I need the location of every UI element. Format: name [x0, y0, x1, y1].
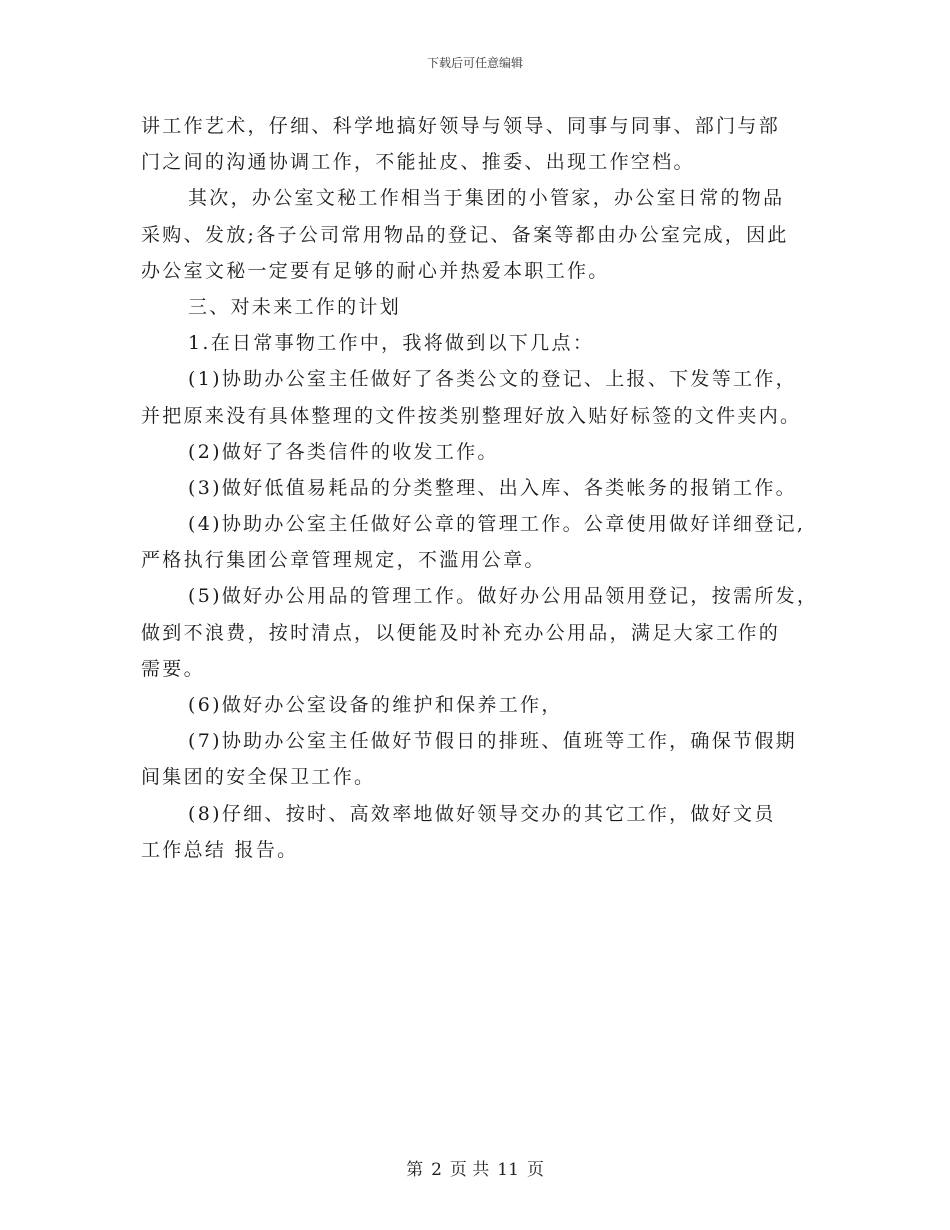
total-page-count: 11 — [497, 1160, 519, 1180]
list-item: (8)仔细、按时、高效率地做好领导交办的其它工作，做好文员 — [188, 802, 776, 825]
text-line: 办公室文秘一定要有足够的耐心并热爱本职工作。 — [141, 259, 610, 282]
page-footer — [0, 1155, 950, 1180]
text-line: 并把原来没有具体整理的文件按类别整理好放入贴好标签的文件夹内。 — [141, 404, 802, 427]
section-heading: 三、对未来工作的计划 — [188, 295, 402, 318]
current-page-number: 2 — [431, 1160, 442, 1180]
text-line: 门之间的沟通协调工作，不能扯皮、推委、出现工作空档。 — [141, 151, 695, 174]
text-line: 采购、发放;各子公司常用物品的登记、备案等都由办公室完成，因此 — [141, 223, 789, 246]
text-line: 工作总结 报告。 — [141, 838, 299, 861]
document-body — [141, 108, 831, 868]
text-line: 需要。 — [141, 657, 205, 680]
text-line: 做到不浪费，按时清点，以便能及时补充办公用品，满足大家工作的 — [141, 621, 781, 644]
list-item: (4)协助办公室主任做好公章的管理工作。公章使用做好详细登记, — [188, 513, 806, 536]
page-header: 下载后可任意编辑 — [426, 56, 523, 70]
footer-middle: 页 共 — [449, 1160, 490, 1180]
text-line: 间集团的安全保卫工作。 — [141, 766, 376, 789]
footer-prefix: 第 — [406, 1160, 424, 1180]
list-item: (1)协助办公室主任做好了各类公文的登记、上报、下发等工作， — [188, 368, 797, 391]
list-item: (3)做好低值易耗品的分类整理、出入库、各类帐务的报销工作。 — [188, 476, 797, 499]
text-line: 其次，办公室文秘工作相当于集团的小管家，办公室日常的物品 — [188, 187, 785, 210]
list-item: (2)做好了各类信件的收发工作。 — [188, 440, 499, 463]
list-item: (7)协助办公室主任做好节假日的排班、值班等工作，确保节假期 — [188, 730, 797, 753]
list-item: (6)做好办公室设备的维护和保养工作， — [188, 694, 563, 716]
list-item: (5)做好办公用品的管理工作。做好办公用品领用登记，按需所发， — [188, 585, 819, 608]
text-line: 严格执行集团公章管理规定，不滥用公章。 — [141, 549, 546, 572]
footer-suffix: 页 — [526, 1160, 544, 1180]
text-line: 讲工作艺术，仔细、科学地搞好领导与领导、同事与同事、部门与部 — [141, 115, 781, 137]
text-line: 1.在日常事物工作中，我将做到以下几点： — [188, 332, 595, 355]
